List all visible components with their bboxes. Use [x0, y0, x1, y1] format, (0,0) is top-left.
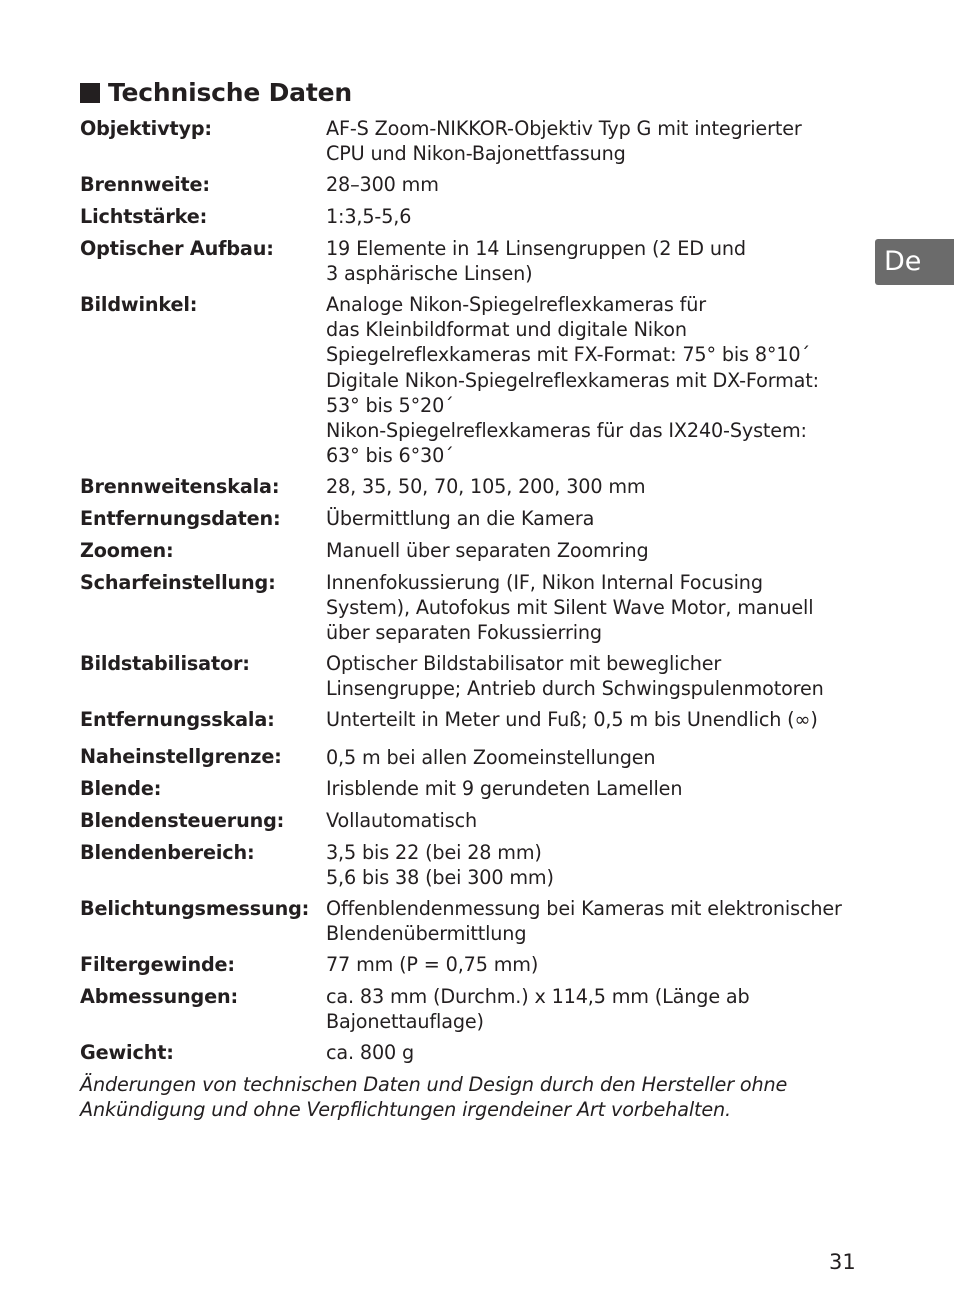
spec-label: Entfernungsdaten: — [80, 507, 281, 530]
spec-label: Gewicht: — [80, 1041, 174, 1064]
spec-label: Entfernungsskala: — [80, 708, 275, 731]
spec-label: Filtergewinde: — [80, 953, 235, 976]
spec-value: ca. 800 g — [326, 1041, 415, 1064]
spec-value: 28–300 mm — [326, 173, 439, 196]
spec-value: ca. 83 mm (Durchm.) x 114,5 mm (Länge ab Bajonettauflage) — [326, 985, 750, 1034]
spec-value: 28, 35, 50, 70, 105, 200, 300 mm — [326, 475, 646, 498]
square-bullet-icon — [80, 83, 100, 103]
spec-value: Vollautomatisch — [326, 809, 477, 832]
spec-label: Belichtungsmessung: — [80, 897, 310, 920]
spec-value: 1:3,5-5,6 — [326, 205, 412, 228]
spec-label: Bildwinkel: — [80, 293, 198, 316]
spec-value: AF-S Zoom-NIKKOR-Objektiv Typ G mit integrierter CPU und Nikon-Bajonettfassung — [326, 117, 802, 166]
spec-label: Objektivtyp: — [80, 117, 212, 140]
spec-label: Brennweitenskala: — [80, 475, 280, 498]
spec-value: 3,5 bis 22 (bei 28 mm) 5,6 bis 38 (bei 300 mm) — [326, 841, 554, 890]
language-tab: De — [875, 239, 954, 285]
spec-label: Blendenbereich: — [80, 841, 255, 864]
spec-label: Blende: — [80, 777, 162, 800]
spec-label: Bildstabilisator: — [80, 652, 250, 675]
spec-value: Manuell über separaten Zoomring — [326, 539, 649, 562]
spec-value: Irisblende mit 9 gerundeten Lamellen — [326, 777, 683, 800]
spec-label: Lichtstärke: — [80, 205, 208, 228]
spec-value: Innenfokussierung (IF, Nikon Internal Focusing System), Autofokus mit Silent Wave Motor, manuell über separaten Fokussierring — [326, 571, 814, 645]
spec-value: 19 Elemente in 14 Linsengruppen (2 ED und 3 asphärische Linsen) — [326, 237, 746, 286]
spec-label: Naheinstellgrenze: — [80, 745, 282, 768]
spec-value: Offenblendenmessung bei Kameras mit elektronischer Blendenübermittlung — [326, 897, 842, 946]
spec-label: Abmessungen: — [80, 985, 239, 1008]
page-title — [80, 76, 352, 110]
page-number: 31 — [829, 1250, 856, 1274]
spec-label: Scharfeinstellung: — [80, 571, 276, 594]
spec-label: Zoomen: — [80, 539, 174, 562]
spec-label: Optischer Aufbau: — [80, 237, 274, 260]
spec-label: Blendensteuerung: — [80, 809, 285, 832]
spec-value: Optischer Bildstabilisator mit beweglicher Linsengruppe; Antrieb durch Schwingspulenmotoren — [326, 652, 824, 701]
disclaimer-note: Änderungen von technischen Daten und Design durch den Hersteller ohne Ankündigung und ohne Verpflichtungen irgendeiner Art vorbehalten. — [80, 1073, 788, 1122]
spec-value: Analoge Nikon-Spiegelreflexkameras für das Kleinbildformat und digitale Nikon Spiegelreflexkameras mit FX-Format: 75° bis 8°10´ Digitale Nikon-Spiegelreflexkameras mit DX-Format: 53° bis 5°20´ Nikon-Spiegelreflexkameras für das IX240-System: 63° bis 6°30´ — [326, 293, 819, 468]
spec-value: 0,5 m bei allen Zoomeinstellungen — [326, 746, 656, 769]
spec-value: Übermittlung an die Kamera — [326, 507, 595, 530]
spec-label: Brennweite: — [80, 173, 210, 196]
spec-value: Unterteilt in Meter und Fuß; 0,5 m bis Unendlich (∞) — [326, 708, 818, 731]
page-title-text: Technische Daten — [108, 78, 352, 107]
spec-value: 77 mm (P = 0,75 mm) — [326, 953, 539, 976]
